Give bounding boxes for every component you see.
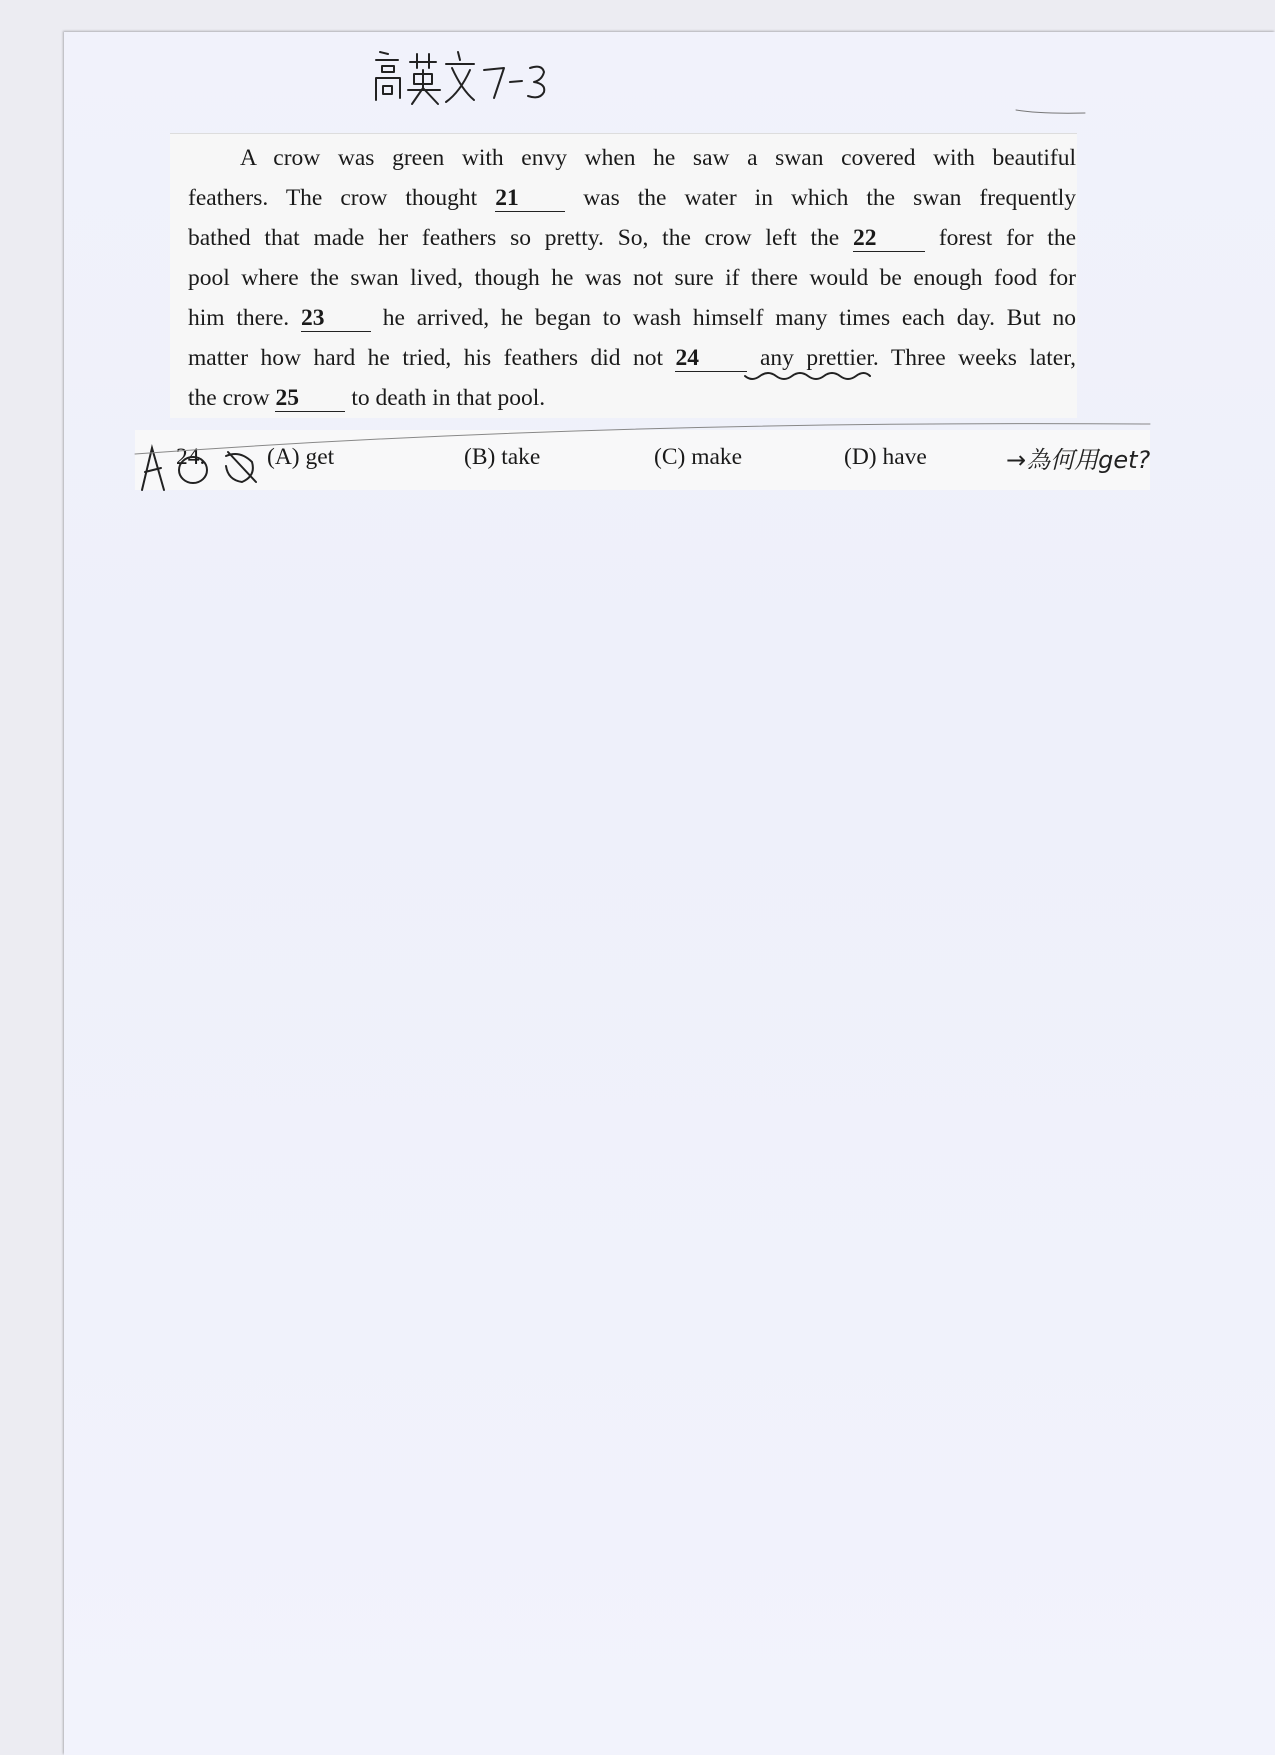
passage-line-2 [188, 178, 1076, 218]
option-d: (D) have [844, 444, 927, 470]
passage-text: feathers. The crow thought [188, 185, 496, 211]
passage-line-6 [188, 338, 1076, 378]
passage-line-1 [188, 138, 1076, 178]
passage-text: matter how hard he tried, his feathers did not [188, 345, 676, 371]
passage-text: he arrived, he began to wash himself many times each day. But no [382, 305, 1077, 331]
blank-24: 24 [675, 343, 747, 372]
passage-text: forest for the [938, 225, 1077, 251]
passage-text: A crow was green with envy when he saw a swan covered with beautiful [240, 145, 1076, 171]
option-b: (B) take [464, 444, 541, 470]
handwritten-title [370, 40, 570, 110]
blank-21: 21 [495, 183, 565, 212]
passage-text: him there. [188, 305, 301, 331]
passage-text: any prettier. Three weeks later, [759, 345, 1076, 371]
passage-line-4 [188, 258, 1076, 298]
option-c: (C) make [654, 444, 743, 470]
handwritten-note: →為何用get? [1006, 446, 1151, 474]
question-number: 24. [176, 444, 206, 470]
blank-23: 23 [301, 303, 371, 332]
cloze-passage [188, 138, 1076, 418]
passage-line-3 [188, 218, 1076, 258]
passage-text: bathed that made her feathers so pretty. So, the crow left the [188, 225, 854, 251]
passage-line-5 [188, 298, 1076, 338]
passage-text: the crow [188, 385, 276, 411]
passage-text: pool where the swan lived, though he was not sure if there would be enough food for [188, 265, 1076, 291]
blank-25: 25 [275, 383, 345, 412]
passage-text: was the water in which the swan frequently [583, 185, 1077, 211]
passage-text: to death in that pool. [351, 385, 546, 411]
passage-line-7 [188, 378, 1076, 418]
blank-22: 22 [853, 223, 925, 252]
option-a: (A) get [267, 444, 335, 470]
